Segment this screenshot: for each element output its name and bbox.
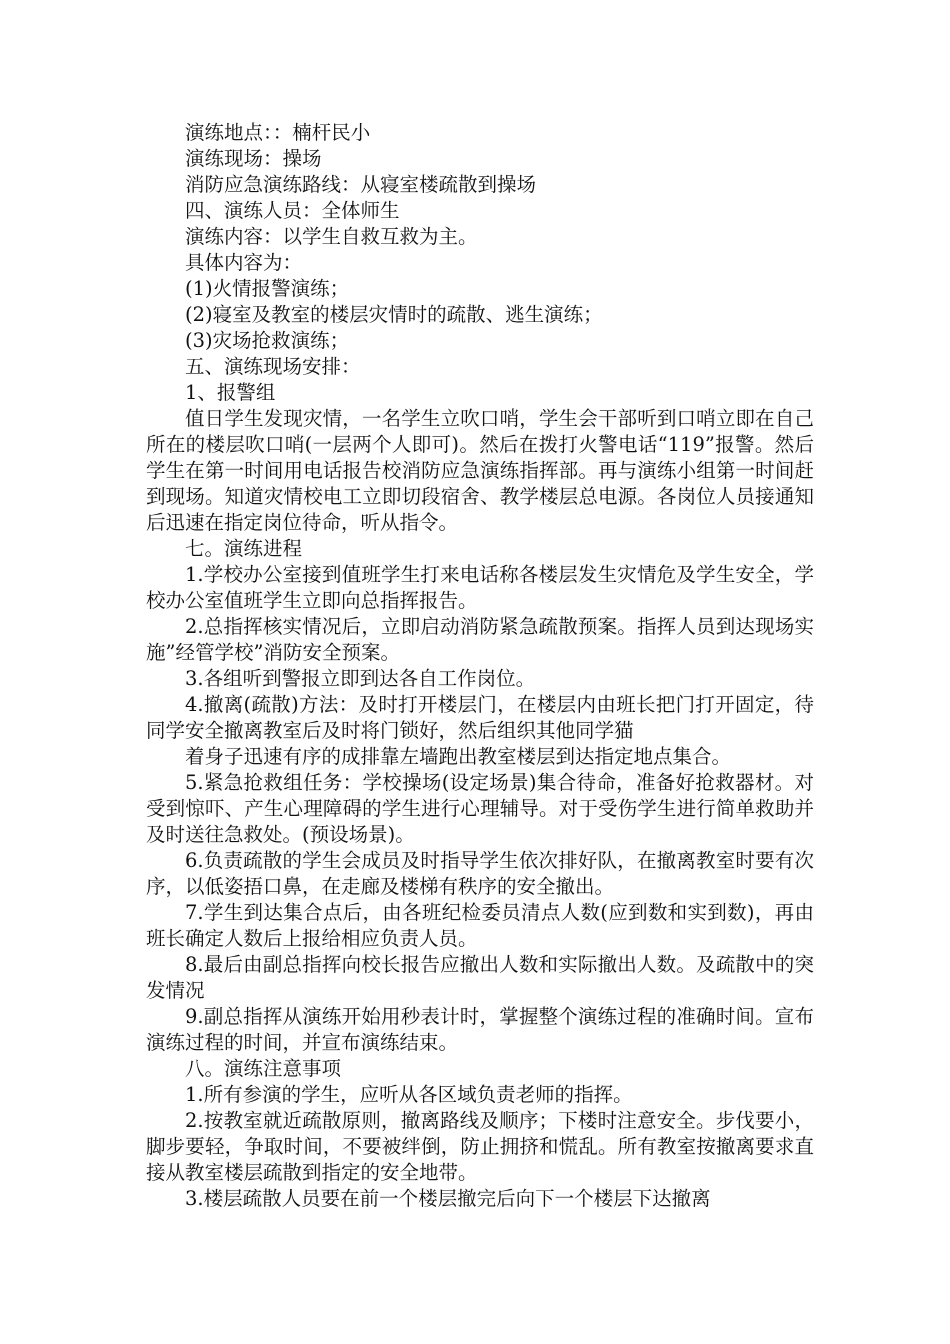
paragraph-precaution-1: 1.所有参演的学生，应听从各区域负责老师的指挥。 [185, 1083, 633, 1106]
paragraph-step-7: 7.学生到达集合点后，由各班纪检委员清点人数(应到数和实到数)，再由班长确定人数后上报给相应负责人员。 [146, 901, 814, 950]
paragraph-drill-content: 演练内容：以学生自救互救为主。 [185, 225, 478, 248]
paragraph-drill-location: 演练地点：：楠杆民小 [185, 121, 371, 144]
list-item-evacuation-drill: (2)寝室及教室的楼层灾情时的疏散、逃生演练； [185, 303, 603, 326]
paragraph-participants: 四、演练人员：全体师生 [185, 199, 400, 222]
document-body [146, 120, 814, 1212]
paragraph-step-9: 9.副总指挥从演练开始用秒表计时，掌握整个演练过程的准确时间。宣布演练过程的时间，并宣布演练结束。 [146, 1005, 814, 1054]
paragraph-step-5: 5.紧急抢救组任务：学校操场(设定场景)集合待命，准备好抢救器材。对受到惊吓、产生心理障碍的学生进行心理辅导。对于受伤学生进行简单救助并及时送往急救处。(预设场景)。 [146, 771, 814, 846]
paragraph-step-4-continued: 着身子迅速有序的成排靠左墙跑出教室楼层到达指定地点集合。 [185, 745, 732, 768]
section-heading-site-arrangement: 五、演练现场安排： [185, 355, 361, 378]
paragraph-precaution-2: 2.按教室就近疏散原则，撤离路线及顺序；下楼时注意安全。步伐要小，脚步要轻，争取时间，不要被绊倒，防止拥挤和慌乱。所有教室按撤离要求直接从教室楼层疏散到指定的安全地带。 [146, 1109, 814, 1184]
section-heading-drill-process: 七。演练进程 [185, 537, 303, 560]
section-heading-precautions: 八。演练注意事项 [185, 1057, 342, 1080]
paragraph-step-6: 6.负责疏散的学生会成员及时指导学生依次排好队，在撤离教室时要有次序，以低姿捂口鼻，在走廊及楼梯有秩序的安全撤出。 [146, 849, 814, 898]
paragraph-step-4: 4.撤离(疏散)方法：及时打开楼层门，在楼层内由班长把门打开固定，待同学安全撤离教室后及时将门锁好，然后组织其他同学猫 [146, 693, 814, 742]
list-item-fire-alarm-drill: (1)火情报警演练； [185, 277, 350, 300]
paragraph-step-2: 2.总指挥核实情况后，立即启动消防紧急疏散预案。指挥人员到达现场实施”经管学校”消防安全预案。 [146, 615, 814, 664]
paragraph-specific-content: 具体内容为： [185, 251, 303, 274]
paragraph-step-1: 1.学校办公室接到值班学生打来电话称各楼层发生灾情危及学生安全，学校办公室值班学生立即向总指挥报告。 [146, 563, 814, 612]
paragraph-drill-site: 演练现场：操场 [185, 147, 322, 170]
paragraph-precaution-3: 3.楼层疏散人员要在前一个楼层撤完后向下一个楼层下达撤离 [185, 1187, 711, 1210]
paragraph-step-8: 8.最后由副总指挥向校长报告应撤出人数和实际撤出人数。及疏散中的突发情况 [146, 953, 814, 1002]
list-item-rescue-drill: (3)灾场抢救演练； [185, 329, 350, 352]
paragraph-alarm-procedure: 值日学生发现灾情，一名学生立吹口哨，学生会干部听到口哨立即在自己所在的楼层吹口哨(一层两个人即可)。然后在拨打火警电话“119”报警。然后学生在第一时间用电话报告校消防应急演练指挥部。再与演练小组第一时间赶到现场。知道灾情校电工立即切段宿舍、教学楼层总电源。各岗位人员接通知后迅速在指定岗位待命，听从指令。 [146, 407, 814, 534]
subheading-alarm-group: 1、报警组 [185, 381, 276, 404]
paragraph-step-3: 3.各组听到警报立即到达各自工作岗位。 [185, 667, 536, 690]
paragraph-evacuation-route: 消防应急演练路线：从寝室楼疏散到操场 [185, 173, 537, 196]
